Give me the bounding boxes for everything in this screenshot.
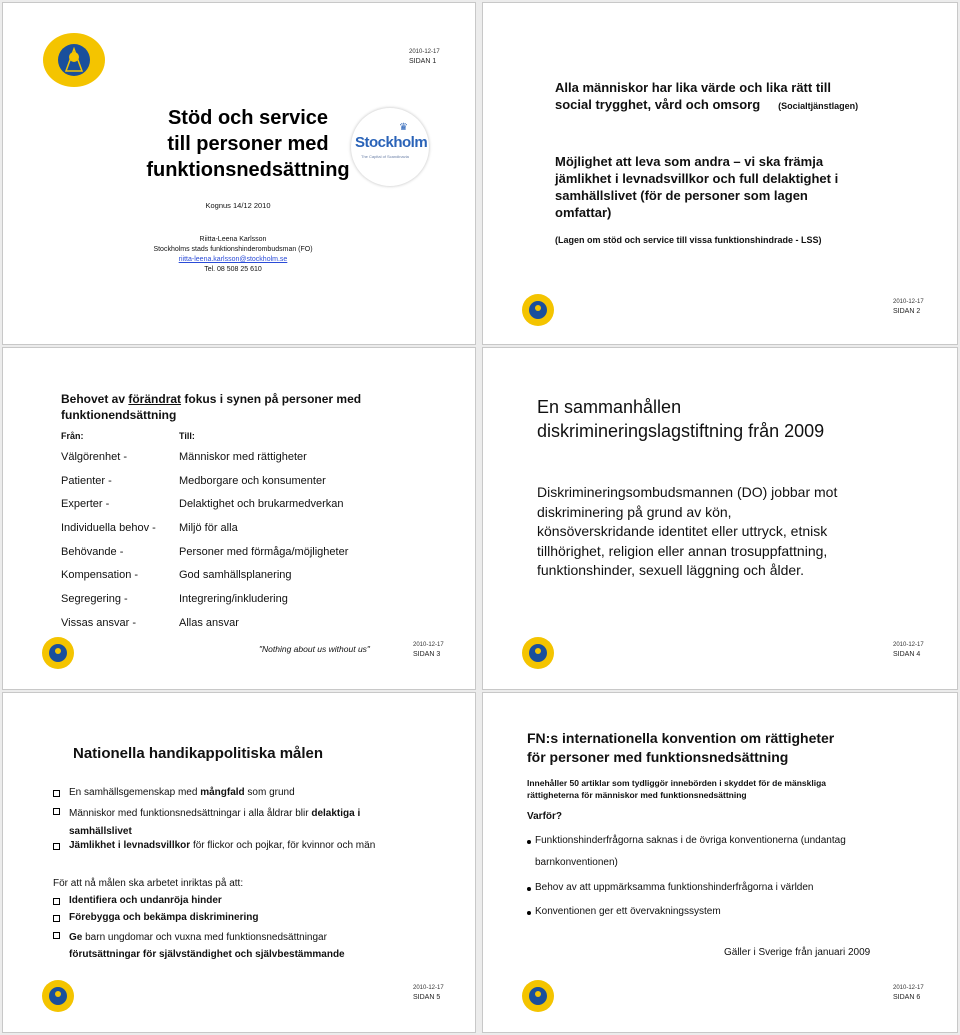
title-line-2: för personer med funktionsnedsättning [527, 748, 789, 765]
from-cell: Välgörenhet - [61, 451, 128, 463]
focus-2: Förebygga och bekämpa diskriminering [69, 912, 259, 923]
date-label: 2010-12-17 [413, 985, 444, 991]
page-number: SIDAN 3 [413, 650, 441, 658]
goal-2-b: delaktiga i [311, 808, 361, 819]
to-cell: Medborgare och konsumenter [179, 475, 326, 487]
page-number: SIDAN 2 [893, 307, 921, 315]
date-label: 2010-12-17 [893, 642, 924, 648]
date-label: 2010-12-17 [893, 985, 924, 991]
slide-title [123, 105, 373, 183]
focus-3-line-2: förutsättningar för självständighet och självbestämmande [69, 949, 345, 960]
goal-1 [69, 787, 295, 798]
slide-1 [2, 2, 476, 345]
source-lss: (Lagen om stöd och service till vissa funktionshindrade - LSS) [555, 235, 822, 245]
goal-2-a: Människor med funktionsnedsättningar i alla åldrar blir [69, 808, 312, 819]
slide-3 [2, 347, 476, 690]
contact-role: Stockholms stads funktionshinderombudsman (FO) [153, 246, 313, 254]
title-line-2: till personer med [167, 133, 329, 155]
stockholm-stad-logo [521, 979, 555, 1013]
goal-2 [69, 805, 360, 840]
bullet-square-icon [53, 808, 60, 815]
lead-line-2: rättigheterna för människor med funktionsnedsättning [527, 790, 747, 801]
from-cell: Patienter - [61, 475, 112, 487]
title-line-3: funktionsnedsättning [146, 159, 350, 181]
body-line-1: Diskrimineringsombudsmannen (DO) jobbar mot [537, 484, 838, 500]
quote-socialtjanstlagen [555, 79, 935, 113]
to-cell: God samhällsplanering [179, 569, 292, 581]
reason-1: Funktionshinderfrågorna saknas i de övriga konventionerna (undantag [535, 835, 846, 846]
focus-1: Identifiera och undanröja hinder [69, 895, 222, 906]
from-cell: Segregering - [61, 593, 128, 605]
slide-5 [2, 692, 476, 1033]
bullet-dot-icon [527, 911, 531, 915]
from-cell: Behövande - [61, 546, 124, 558]
intro-text: För att nå målen ska arbetet inriktas på att: [53, 878, 244, 889]
slide-title [61, 392, 421, 423]
body-line-5: funktionshinder, sexuell läggning och ålder. [537, 562, 804, 579]
from-cell: Kompensation - [61, 569, 139, 581]
from-cell: Vissas ansvar - [61, 617, 136, 629]
stockholm-stad-logo [41, 636, 75, 670]
lead-line-1: Innehåller 50 artiklar som tydliggör innebörden i skyddet för de mänskliga [527, 778, 826, 788]
reason-3: Konventionen ger ett övervakningssystem [535, 906, 721, 917]
bullet-dot-icon [527, 840, 531, 844]
slide-title: Nationella handikappolitiska målen [73, 745, 324, 762]
goal-3 [69, 840, 375, 851]
to-cell: Människor med rättigheter [179, 451, 307, 463]
bullet-dot-icon [527, 887, 531, 891]
title-line-2: funktionendsättning [61, 407, 177, 422]
bullet-square-icon [53, 915, 60, 922]
badge-crown-icon: ♛ [399, 122, 408, 133]
stockholm-stad-logo [521, 293, 555, 327]
quote-line-1: Alla människor har lika värde och lika rätt till [555, 80, 831, 95]
page-number: SIDAN 5 [413, 993, 441, 1001]
quote-line-2: social trygghet, vård och omsorg [555, 97, 761, 113]
title-part-b: fokus i synen på personer med [181, 392, 362, 406]
bullet-square-icon [53, 843, 60, 850]
goal-1-a: En samhällsgemenskap med [69, 787, 201, 798]
contact-block [133, 235, 333, 276]
goal-2-c: samhällslivet [69, 825, 132, 837]
contact-phone: Tel. 08 508 25 610 [204, 266, 262, 274]
title-part-a: Behovet av [61, 392, 129, 406]
source-socialtjanstlagen: (Socialtjänstlagen) [778, 101, 859, 112]
page-number: SIDAN 6 [893, 993, 921, 1001]
page-number: SIDAN 1 [409, 57, 437, 65]
goal-3-a: Jämlikhet i levnadsvillkor [69, 840, 191, 851]
reason-2: Behov av att uppmärksamma funktionshinderfrågorna i världen [535, 882, 814, 893]
lss-line-4: omfattar) [555, 205, 612, 221]
title-underlined: förändrat [128, 392, 182, 406]
slide-title [527, 729, 834, 767]
focus-3-b: barn ungdomar och vuxna med funktionsnedsättningar [82, 932, 327, 943]
to-cell: Allas ansvar [179, 617, 239, 629]
slide-body [537, 483, 937, 581]
from-header: Från: [61, 431, 84, 441]
slide-heading [537, 395, 947, 444]
slide-4 [482, 347, 958, 690]
to-cell: Integrering/inkludering [179, 593, 288, 605]
lss-line-1: Möjlighet att leva som andra – vi ska främja [555, 154, 824, 169]
stockholm-stad-logo [521, 636, 555, 670]
to-cell: Delaktighet och brukarmedverkan [179, 498, 344, 510]
focus-3-a: Ge [69, 932, 83, 943]
date-label: 2010-12-17 [893, 299, 924, 305]
to-cell: Miljö för alla [179, 522, 238, 534]
bullet-square-icon [53, 898, 60, 905]
focus-3 [69, 929, 345, 963]
badge-word: Stockholm [355, 134, 428, 151]
goal-1-c: som grund [244, 787, 295, 798]
footnote: Gäller i Sverige från januari 2009 [724, 947, 871, 958]
quote-lss [555, 153, 935, 222]
stockholm-badge [351, 108, 429, 186]
why-label: Varför? [527, 811, 563, 822]
slide-2 [482, 2, 958, 345]
badge-subtitle: The Capital of Scandinavia [361, 154, 409, 159]
to-cell: Personer med förmåga/möjligheter [179, 546, 349, 558]
lead-text [527, 777, 826, 802]
goal-3-b: för flickor och pojkar, för kvinnor och män [190, 840, 376, 851]
lss-line-2: jämlikhet i levnadsvillkor och full delaktighet i [555, 171, 839, 187]
contact-name: Riitta-Leena Karlsson [199, 236, 267, 243]
bullet-square-icon [53, 790, 60, 797]
contact-email-link[interactable]: riitta-leena.karlsson@stockholm.se [178, 256, 288, 264]
body-line-4: tillhörighet, religion eller annan trosuppfattning, [537, 542, 828, 559]
body-line-3: könsöverskridande identitet eller uttryck, etnisk [537, 523, 828, 540]
from-cell: Experter - [61, 498, 110, 510]
event-label: Kognus 14/12 2010 [205, 201, 271, 210]
date-label: 2010-12-17 [409, 49, 440, 55]
to-header: Till: [179, 431, 195, 441]
page-number: SIDAN 4 [893, 650, 921, 658]
goal-1-b: mångfald [200, 787, 245, 798]
quote-text: "Nothing about us without us" [259, 644, 370, 654]
bullet-square-icon [53, 932, 60, 939]
body-line-2: diskriminering på grund av kön, [537, 503, 732, 520]
reason-1-cont: barnkonventionen) [535, 857, 618, 868]
title-line-1: FN:s internationella konvention om rättigheter [527, 730, 835, 746]
stockholm-stad-logo [41, 979, 75, 1013]
title-line-1: Stöd och service [167, 107, 329, 129]
heading-line-2: diskrimineringslagstiftning från 2009 [537, 421, 825, 442]
heading-line-1: En sammanhållen [537, 397, 682, 417]
lss-line-3: samhällslivet (för de personer som lagen [555, 188, 808, 204]
from-cell: Individuella behov - [61, 522, 156, 534]
slide-6 [482, 692, 958, 1033]
date-label: 2010-12-17 [413, 642, 444, 648]
stockholm-stad-logo [41, 31, 107, 89]
